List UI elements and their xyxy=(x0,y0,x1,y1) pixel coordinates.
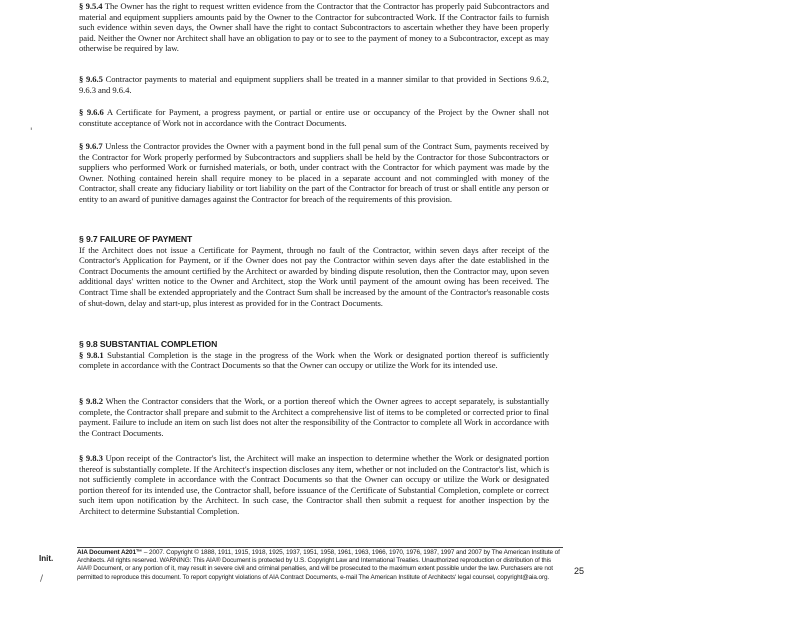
paragraph-text: When the Contractor considers that the Work, or a portion thereof which the Owner agrees to accept separately, is substantially complete, the Contractor shall prepare and submit to the Architect a comprehensive list of items to be completed or corrected prior to final payment. Failure to include an item on such list does not alter the responsibility of the Contractor to complete all Work in accordance with the Contract Documents. xyxy=(79,396,549,438)
footer-text: – 2007. Copyright © 1888, 1911, 1915, 1918, 1925, 1937, 1951, 1958, 1961, 1963, 1966, 1970, 1976, 1987, 1997 and 2007 by The American Institute of Architects. All rights reserved. WARNING: This AIA® Document is protected by U.S. Copyright Law and International Treaties. Unauthorized reproduction or distribution of this AIA® Document, or any portion of it, may result in severe civil and criminal penalties, and will be prosecuted to the maximum extent possible under the law. Purchasers are not permitted to reproduce this document. To report copyright violations of AIA Contract Documents, e-mail The American Institute of Architects' legal counsel, copyright@aia.org. xyxy=(77,549,560,581)
section-number: § 9.8.2 xyxy=(79,396,103,406)
paragraph-9-6-6 xyxy=(79,107,549,128)
paragraph-text: A Certificate for Payment, a progress payment, or partial or entire use or occupancy of the Project by the Owner shall not constitute acceptance of Work not in accordance with the Contract Documents. xyxy=(79,107,549,128)
paragraph-text: If the Architect does not issue a Certificate for Payment, through no fault of the Contractor, within seven days after receipt of the Contractor's Application for Payment, or if the Owner does not pay the Contractor within seven days after the date established in the Contract Documents the amount certified by the Architect or awarded by binding dispute resolution, then the Contractor may, upon seven additional days' written notice to the Owner and Architect, stop the Work until payment of the amount owing has been received. The Contract Time shall be extended appropriately and the Contract Sum shall be increased by the amount of the Contractor's reasonable costs of shut-down, delay and start-up, plus interest as provided for in the Contract Documents. xyxy=(79,244,549,308)
paragraph-text: Unless the Contractor provides the Owner with a payment bond in the full penal sum of the Contract Sum, payments received by the Contractor for Work properly performed by Subcontractors and suppliers shall be held by the Contractor for those Subcontractors or suppliers who performed Work or furnished materials, or both, under contract with the Contractor for which payment was made by the Owner. Nothing contained herein shall require money to be placed in a separate account and not commingled with money of the Contractor, shall create any fiduciary liability or tort liability on the part of the Contractor for breach of trust or shall entitle any person or entity to an award of punitive damages against the Contractor for breach of the requirements of this provision. xyxy=(79,141,549,204)
section-number: § 9.5.4 xyxy=(79,1,103,11)
paragraph-text: The Owner has the right to request written evidence from the Contractor that the Contractor has properly paid Subcontractors and material and equipment suppliers amounts paid by the Owner to the Contractor for subcontracted Work. If the Contractor fails to furnish such evidence within seven days, the Owner shall have the right to contact Subcontractors to ascertain whether they have been properly paid. Neither the Owner nor Architect shall have an obligation to pay or to see to the payment of money to a Subcontractor, except as may otherwise be required by law. xyxy=(79,1,549,54)
section-heading: § 9.7 FAILURE OF PAYMENT xyxy=(79,234,193,244)
paragraph-9-6-5 xyxy=(79,74,549,95)
section-number: § 9.6.6 xyxy=(79,107,104,117)
initials-label: Init. xyxy=(39,554,54,563)
page-number: 25 xyxy=(574,566,585,576)
paragraph-9-8-3 xyxy=(79,453,549,517)
margin-mark: / xyxy=(40,574,44,584)
paragraph-text: Upon receipt of the Contractor's list, the Architect will make an inspection to determine whether the Work or designated portion thereof is substantially complete. If the Architect's inspection discloses any item, whether or not included on the Contractor's list, which is not sufficiently complete in accordance with the Contract Documents so that the Owner can occupy or utilize the Work or designated portion thereof for its intended use, the Contractor shall, before issuance of the Certificate of Substantial Completion, complete or correct such item upon notification by the Architect. In such case, the Contractor shall then submit a request for another inspection by the Architect to determine Substantial Completion. xyxy=(79,453,549,516)
paragraph-9-8-2 xyxy=(79,396,549,438)
margin-mark: ' xyxy=(30,127,33,137)
section-number: § 9.8.1 xyxy=(79,349,104,360)
section-9-8 xyxy=(79,339,549,371)
footer-doc-id: AIA Document A201™ xyxy=(77,549,143,556)
copyright-footer xyxy=(77,549,563,582)
paragraph-9-5-4 xyxy=(79,1,549,54)
section-heading: § 9.8 SUBSTANTIAL COMPLETION xyxy=(79,339,218,349)
paragraph-9-6-7 xyxy=(79,141,549,205)
section-number: § 9.8.3 xyxy=(79,453,103,463)
footer-rule xyxy=(77,547,563,548)
section-number: § 9.6.5 xyxy=(79,74,103,84)
section-9-7 xyxy=(79,234,549,308)
paragraph-text: Substantial Completion is the stage in the progress of the Work when the Work or designated portion thereof is sufficiently complete in accordance with the Contract Documents so that the Owner can occupy or utilize the Work for its intended use. xyxy=(79,349,549,371)
paragraph-text: Contractor payments to material and equipment suppliers shall be treated in a manner similar to that provided in Sections 9.6.2, 9.6.3 and 9.6.4. xyxy=(79,74,549,95)
section-number: § 9.6.7 xyxy=(79,141,103,151)
